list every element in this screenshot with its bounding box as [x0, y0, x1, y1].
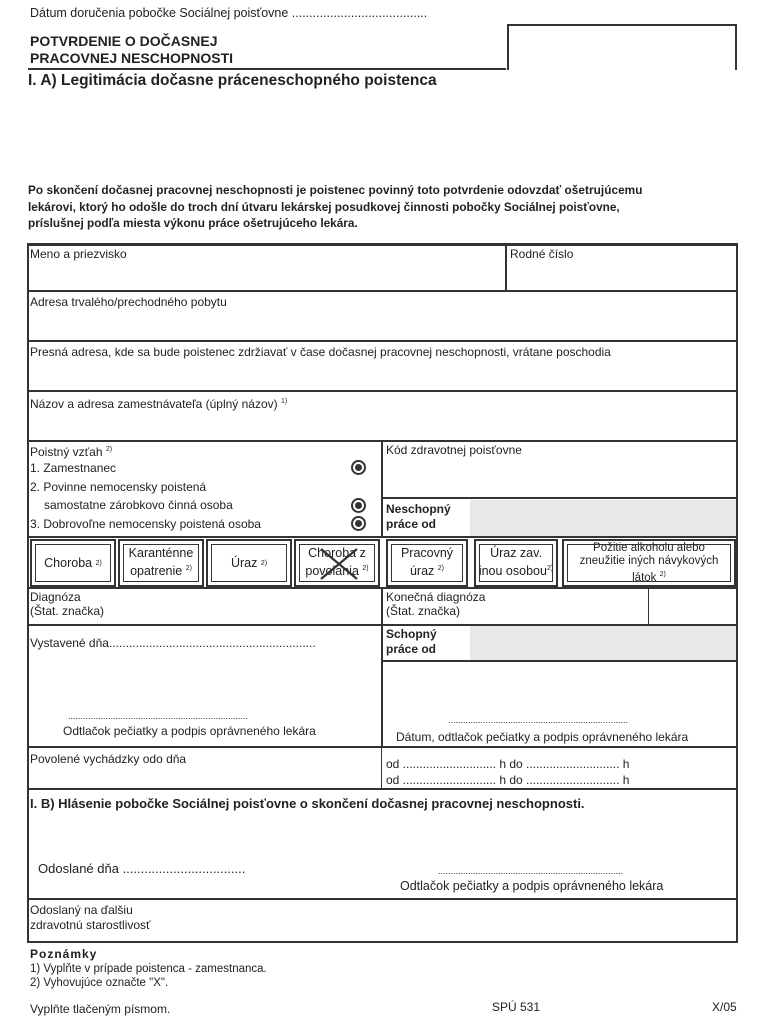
- divider: [28, 788, 737, 790]
- capable-from-input[interactable]: [470, 626, 736, 660]
- name-input[interactable]: [30, 262, 500, 288]
- divider: [382, 660, 737, 662]
- incapable-from-input[interactable]: [470, 500, 736, 536]
- reason-injury-button[interactable]: Úraz 2): [206, 539, 292, 587]
- birth-number-input[interactable]: [510, 262, 734, 288]
- option-voluntary-label: 3. Dobrovoľne nemocensky poistená osoba: [30, 517, 261, 531]
- divider: [381, 441, 383, 537]
- divider: [505, 244, 507, 290]
- employer-label: Názov a adresa zamestnávateľa (úplný názov) $^{1)}$: [30, 397, 288, 411]
- form-title-line1: POTVRDENIE O DOČASNEJ: [30, 33, 218, 49]
- reason-injury-by-other-button[interactable]: Úraz zav. inou osobou$^{2)}$: [474, 539, 558, 587]
- reason-illness-button[interactable]: Choroba 2): [30, 539, 116, 587]
- divider: [28, 390, 737, 392]
- divider: [28, 746, 737, 748]
- diagnosis-label-1: Diagnóza: [30, 590, 81, 604]
- section-b-signature-caption: Odtlačok pečiatky a podpis oprávneného lekára: [400, 879, 664, 893]
- health-insurer-code-label: Kód zdravotnej poisťovne: [386, 443, 522, 457]
- reason-alcohol-abuse-button[interactable]: Požitie alkoholu alebo zneužitie iných návykových látok $^{2)}$: [562, 539, 736, 587]
- intro-line3: príslušnej podľa miesta výkonu práce ošetrujúceho lekára.: [28, 216, 358, 230]
- divider: [28, 898, 737, 900]
- exact-address-input[interactable]: [30, 360, 735, 388]
- address-input[interactable]: [30, 310, 735, 338]
- right-signature-line: ........................................................................: [448, 715, 629, 725]
- option-employee: 1. Zamestnanec: [30, 461, 117, 475]
- walk-time-row-2[interactable]: od ............................ h do ............................ h: [386, 773, 630, 787]
- option-mandatory-label: 2. Povinne nemocensky poistená: [30, 480, 207, 494]
- title-underline: [28, 68, 506, 70]
- divider: [28, 536, 737, 538]
- capable-from-label-1: Schopný: [386, 627, 437, 641]
- intro-line1: Po skončení dočasnej pracovnej neschopnosti je poistenec povinný toto potvrdenie odovzdať ošetrujúcemu: [28, 183, 643, 197]
- walk-time-row-1[interactable]: od ............................ h do ............................ h: [386, 757, 630, 771]
- footer-version: X/05: [712, 1000, 737, 1014]
- diagnosis-label-2: (Štat. značka): [30, 604, 105, 618]
- issued-date-label: Vystavené dňa..............................................................: [30, 636, 316, 650]
- health-insurer-code-input[interactable]: [386, 458, 734, 494]
- capable-from-label-2: práce od: [386, 642, 437, 656]
- employee-radio[interactable]: [351, 460, 366, 475]
- sent-date-label[interactable]: Odoslané dňa ..................................: [38, 861, 246, 876]
- office-stamp-box[interactable]: [507, 24, 737, 70]
- final-diagnosis-label-2: (Štat. značka): [386, 604, 461, 618]
- reason-work-injury-button[interactable]: Pracovný úraz $^{2)}$: [386, 539, 468, 587]
- insurance-relation-label: Poistný vzťah $^{2)}$: [30, 445, 113, 459]
- footer-fill-instruction: Vyplňte tlačeným písmom.: [30, 1002, 171, 1016]
- birth-number-label: Rodné číslo: [510, 247, 574, 261]
- form-title-line2: PRACOVNEJ NESCHOPNOSTI: [30, 50, 234, 66]
- note-1: 1) Vyplňte v prípade poistenca - zamestnanca.: [30, 963, 267, 975]
- incapable-from-label-2: práce od: [386, 517, 437, 531]
- divider: [648, 588, 649, 624]
- address-label: Adresa trvalého/prechodného pobytu: [30, 295, 227, 309]
- divider: [28, 340, 737, 342]
- delivery-date-label: Dátum doručenia pobočke Sociálnej poisťovne .......................................: [30, 6, 428, 20]
- incapable-from-label-1: Neschopný: [386, 502, 451, 516]
- employer-input[interactable]: [30, 410, 735, 438]
- self-employed-radio[interactable]: [351, 498, 366, 513]
- notes-title: Poznámky: [30, 947, 98, 961]
- intro-line2: lekárovi, ktorý ho odošle do troch dní útvaru lekárskej posudkovej činnosti pobočky Sociálnej poisťovne,: [28, 200, 620, 214]
- divider: [381, 748, 382, 788]
- left-signature-caption: Odtlačok pečiatky a podpis oprávneného lekára: [63, 724, 316, 738]
- divider: [381, 588, 383, 746]
- left-signature-line: ........................................................................: [68, 711, 249, 721]
- exact-address-label: Presná adresa, kde sa bude poistenec zdržiavať v čase dočasnej pracovnej neschopnosti, vrátane poschodia: [30, 345, 611, 359]
- note-2: 2) Vyhovujúce označte "X".: [30, 977, 169, 989]
- divider: [382, 497, 737, 499]
- voluntary-radio[interactable]: [351, 516, 366, 531]
- further-care-label-1: Odoslaný na ďalšiu: [30, 903, 133, 917]
- permitted-walks-label: Povolené vychádzky odo dňa: [30, 752, 187, 766]
- further-care-label-2: zdravotnú starostlivosť: [30, 918, 151, 932]
- name-label: Meno a priezvisko: [30, 247, 127, 261]
- final-diagnosis-label-1: Konečná diagnóza: [386, 590, 486, 604]
- reason-quarantine-button[interactable]: Karanténne opatrenie $^{2)}$: [118, 539, 204, 587]
- footer-form-code: SPÚ 531: [492, 1000, 541, 1014]
- further-care-input[interactable]: [180, 902, 734, 938]
- section-b-title: I. B) Hlásenie pobočke Sociálnej poisťovne o skončení dočasnej pracovnej neschopnosti.: [30, 796, 585, 811]
- section-b-signature-line: ..........................................................................: [438, 866, 624, 876]
- reason-occupational-disease-button[interactable]: Choroba z povolania $^{2)}$: [294, 539, 380, 587]
- x-mark-icon: [318, 547, 360, 581]
- divider: [28, 290, 737, 292]
- right-signature-caption: Dátum, odtlačok pečiatky a podpis oprávneného lekára: [396, 730, 689, 744]
- section-a-title: I. A) Legitimácia dočasne práceneschopného poistenca: [28, 72, 437, 89]
- option-self-employed-label: samostatne zárobkovo činná osoba: [44, 498, 233, 512]
